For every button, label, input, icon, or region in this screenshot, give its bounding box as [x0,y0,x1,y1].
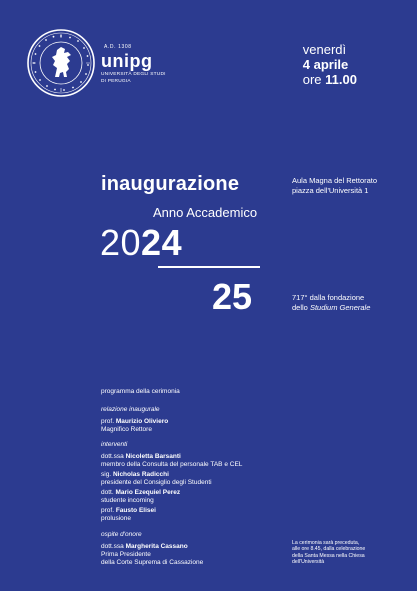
event-venue [292,176,377,196]
program-title: programma della cerimonia [101,388,180,395]
guest-role-line2: della Corte Suprema di Cassazione [101,559,204,566]
foundation-line1: 717° dalla fondazione [292,293,365,302]
guest-entry [101,543,203,567]
note-line4: dell'Università [292,559,325,566]
speaker-prefix: dott. [101,489,114,496]
note-line1: La cerimonia sarà preceduta, [292,540,360,546]
speaker-prefix: dott.ssa [101,453,124,460]
speaker-entry [101,507,156,523]
event-day-month: 4 aprile [302,57,349,72]
speaker-name: Nicoletta Barsanti [125,453,181,460]
year-divider [158,266,260,268]
guest-prefix: dott.ssa [101,543,124,550]
guest-role-line1: Prima Presidente [101,551,151,558]
foundation-line2 [292,303,370,313]
university-brand [101,44,166,85]
university-name-line2: DI PERUGIA [101,79,131,84]
program-section-interventi [101,441,127,449]
university-wordmark: unipg [101,51,153,71]
foundation-note [292,293,370,313]
university-name-line1: UNIVERSITÀ DEGLI STUDI [101,72,166,77]
speaker-role: presidente del Consiglio degli Studenti [101,479,212,486]
academic-year-end: 25 [212,276,253,317]
event-date [303,42,357,87]
event-time [303,72,357,87]
academic-year-start [100,223,182,263]
speaker-name: Fausto Elisei [115,507,156,514]
speaker-role: studente incoming [101,497,154,504]
program-section-relazione [101,406,160,414]
guest-name: Margherita Cassano [125,543,188,550]
speaker-role: membro della Consulta del personale TAB e CEL [101,461,243,468]
speaker-role: Magnifico Rettore [101,426,152,433]
speaker-entry [101,489,180,505]
mass-note [292,540,365,566]
speaker-entry [101,418,168,434]
section-label: relazione inaugurale [101,406,160,413]
studium-generale: Studium Generale [309,303,371,312]
year-prefix: 20 [100,222,142,263]
venue-line1: Aula Magna del Rettorato [292,176,378,185]
event-time-value: 11.00 [325,72,357,87]
foundation-line2-prefix: dello [292,303,310,312]
event-time-prefix: ore [302,72,322,87]
event-title: inaugurazione [101,173,240,195]
speaker-entry [101,453,242,469]
academic-year-label: Anno Accademico [153,205,258,220]
speaker-prefix: prof. [101,507,115,514]
section-label: ospite d'onore [101,531,142,538]
section-label: interventi [101,441,128,448]
speaker-name: Mario Ezequiel Perez [115,489,181,496]
speaker-entry [101,471,212,487]
venue-line2: piazza dell'Università 1 [292,186,369,195]
event-weekday: venerdì [302,42,347,57]
speaker-prefix: sig. [101,471,112,478]
program-section-ospite [101,531,142,539]
speaker-name: Maurizio Oliviero [115,418,169,425]
note-line2: alle ore 8.45, dalla celebrazione [292,546,366,553]
note-line3: della Santa Messa nella Chiesa [292,552,365,559]
founding-year: A.D. 1308 [104,44,132,50]
speaker-prefix: prof. [101,418,115,425]
speaker-role: prolusione [101,515,131,522]
university-seal-icon [26,28,96,98]
speaker-name: Nicholas Radicchi [112,471,169,478]
year-main: 24 [141,222,183,263]
